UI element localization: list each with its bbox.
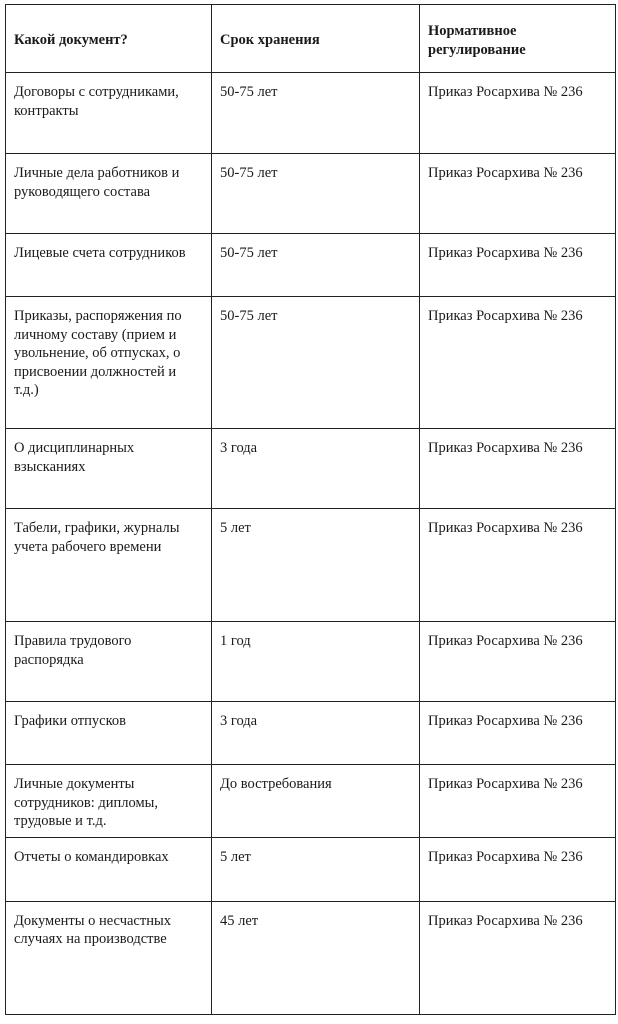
cell-regulation: Приказ Росархива № 236 (420, 73, 616, 154)
cell-regulation: Приказ Росархива № 236 (420, 765, 616, 838)
table-row (6, 837, 616, 901)
cell-term: 50-75 лет (212, 154, 420, 234)
table-row (6, 622, 616, 702)
cell-document: Табели, графики, журналы учета рабочего времени (6, 509, 212, 622)
cell-regulation: Приказ Росархива № 236 (420, 429, 616, 509)
cell-regulation: Приказ Росархива № 236 (420, 901, 616, 1014)
table-row (6, 765, 616, 838)
table-row (6, 901, 616, 1014)
cell-document: Документы о несчастных случаях на производстве (6, 901, 212, 1014)
cell-term: До востребования (212, 765, 420, 838)
table-row (6, 702, 616, 765)
cell-regulation: Приказ Росархива № 236 (420, 297, 616, 429)
header-regulation: Нормативное регулирование (420, 5, 616, 73)
cell-regulation: Приказ Росархива № 236 (420, 154, 616, 234)
cell-document: Отчеты о командировках (6, 837, 212, 901)
cell-term: 1 год (212, 622, 420, 702)
cell-regulation: Приказ Росархива № 236 (420, 234, 616, 297)
cell-document: Приказы, распоряжения по личному составу (прием и увольнение, об отпусках, о присвоении должностей и т.д.) (6, 297, 212, 429)
cell-regulation: Приказ Росархива № 236 (420, 837, 616, 901)
retention-table (5, 4, 616, 1015)
cell-document: Лицевые счета сотрудников (6, 234, 212, 297)
cell-term: 50-75 лет (212, 73, 420, 154)
table-row (6, 429, 616, 509)
table-row (6, 234, 616, 297)
cell-document: Правила трудового распорядка (6, 622, 212, 702)
cell-document: Договоры с сотрудниками, контракты (6, 73, 212, 154)
cell-regulation: Приказ Росархива № 236 (420, 622, 616, 702)
cell-regulation: Приказ Росархива № 236 (420, 509, 616, 622)
table-row (6, 73, 616, 154)
cell-document: Личные документы сотрудников: дипломы, трудовые и т.д. (6, 765, 212, 838)
cell-document: О дисциплинарных взысканиях (6, 429, 212, 509)
cell-term: 5 лет (212, 837, 420, 901)
cell-document: Графики отпусков (6, 702, 212, 765)
cell-term: 3 года (212, 429, 420, 509)
cell-term: 50-75 лет (212, 297, 420, 429)
header-document: Какой документ? (6, 5, 212, 73)
table-header-row (6, 5, 616, 73)
cell-term: 50-75 лет (212, 234, 420, 297)
cell-term: 5 лет (212, 509, 420, 622)
cell-term: 3 года (212, 702, 420, 765)
cell-regulation: Приказ Росархива № 236 (420, 702, 616, 765)
table-row (6, 509, 616, 622)
table-row (6, 297, 616, 429)
header-term: Срок хранения (212, 5, 420, 73)
cell-term: 45 лет (212, 901, 420, 1014)
table-row (6, 154, 616, 234)
cell-document: Личные дела работников и руководящего состава (6, 154, 212, 234)
